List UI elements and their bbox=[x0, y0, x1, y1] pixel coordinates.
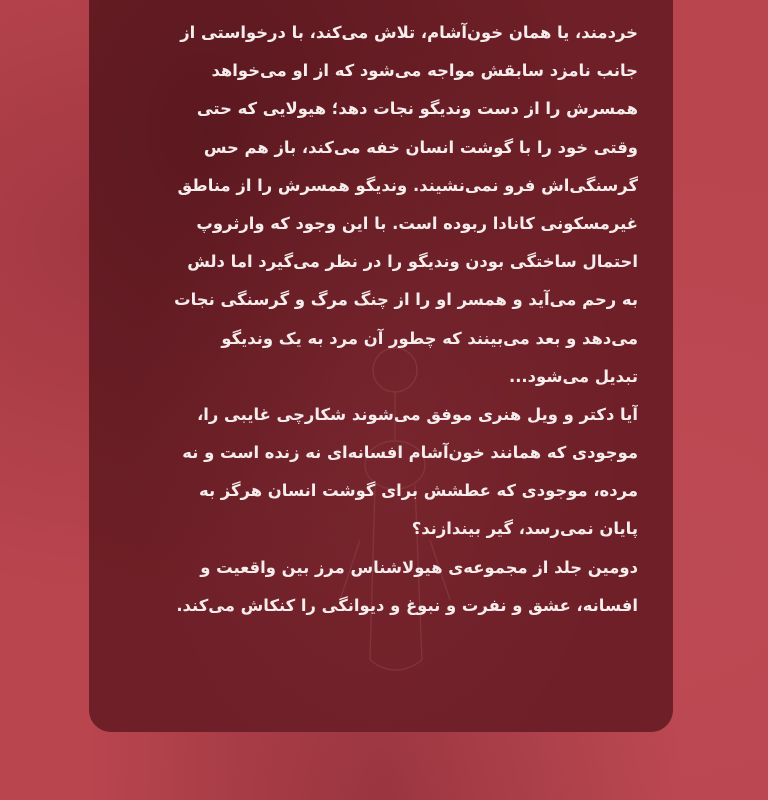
text-line: غیرمسکونی کانادا ربوده است. با این وجود که وارثروپ bbox=[196, 213, 638, 233]
text-line: می‌دهد و بعد می‌بینند که چطور آن مرد به یک وندیگو bbox=[221, 328, 638, 348]
paragraph-2 bbox=[120, 396, 638, 549]
text-line: تبدیل می‌شود... bbox=[508, 366, 638, 386]
text-line: احتمال ساختگی بودن وندیگو را در نظر می‌گیرد اما دلش bbox=[187, 252, 638, 272]
book-description bbox=[120, 14, 638, 625]
text-line: آیا دکتر و ویل هنری موفق می‌شوند شکارچی غایبی را، bbox=[197, 404, 638, 424]
paragraph-1 bbox=[120, 14, 638, 396]
paragraph-3 bbox=[120, 549, 638, 625]
text-line: افسانه، عشق و نفرت و نبوغ و دیوانگی را کنکاش می‌کند. bbox=[176, 595, 638, 615]
text-line: همسرش را از دست وندیگو نجات دهد؛ هیولایی که حتی bbox=[196, 99, 638, 119]
text-line: دومین جلد از مجموعه‌ی هیولاشناس مرز بین واقعیت و bbox=[200, 557, 638, 577]
text-line: گرسنگی‌اش فرو نمی‌نشیند. وندیگو همسرش را از مناطق bbox=[177, 175, 638, 195]
text-line: به رحم می‌آید و همسر او را از چنگ مرگ و گرسنگی نجات bbox=[174, 290, 638, 310]
text-line: وقتی خود را با گوشت انسان خفه می‌کند، باز هم حس bbox=[203, 137, 638, 157]
text-line: جانب نامزد سابقش مواجه می‌شود که از او می‌خواهد bbox=[211, 61, 638, 81]
text-line: مرده، موجودی که عطشش برای گوشت انسان هرگز به bbox=[199, 481, 638, 501]
text-line: موجودی که همانند خون‌آشام افسانه‌ای نه زنده است و نه bbox=[182, 443, 638, 463]
text-line: خردمند، یا همان خون‌آشام، تلاش می‌کند، با درخواستی از bbox=[180, 23, 638, 42]
text-line: پایان نمی‌رسد، گیر بیندازند؟ bbox=[411, 519, 638, 539]
